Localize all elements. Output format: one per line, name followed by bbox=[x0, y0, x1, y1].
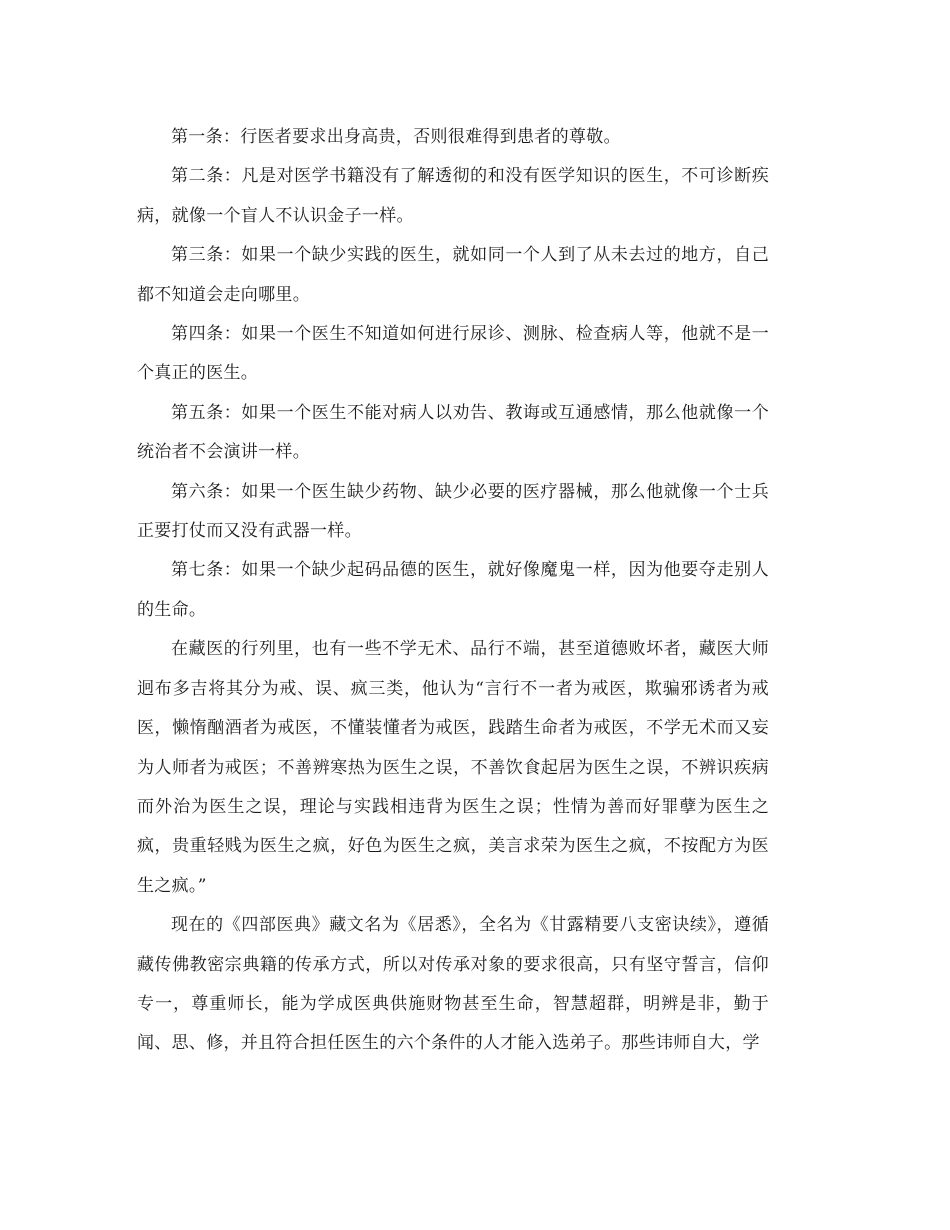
paragraph-article-1: 第一条：行医者要求出身高贵，否则很难得到患者的尊敬。 bbox=[171, 127, 621, 147]
document-page bbox=[137, 118, 769, 1064]
paragraph-article-5: 第五条：如果一个医生不能对病人以劝告、教诲或互通感情，那么他就像一个统治者不会演讲一样。 bbox=[137, 402, 769, 463]
paragraph-article-2: 第二条：凡是对医学书籍没有了解透彻的和没有医学知识的医生，不可诊断疾病，就像一个盲人不认识金子一样。 bbox=[137, 166, 769, 226]
paragraph-article-3: 第三条：如果一个缺少实践的医生，就如同一个人到了从未去过的地方，自己都不知道会走向哪里。 bbox=[137, 245, 769, 305]
paragraph-article-4: 第四条：如果一个医生不知道如何进行尿诊、测脉、检查病人等，他就不是一个真正的医生。 bbox=[137, 324, 769, 384]
paragraph-unqualified-doctors: 在藏医的行列里，也有一些不学无术、品行不端，甚至道德败坏者，藏医大师迥布多吉将其分为戒、误、疯三类，他认为“言行不一者为戒医，欺骗邪诱者为戒医，懒惰酗酒者为戒医，不懂装懂者为戒医，践踏生命者为戒医，不学无术而又妄为人师者为戒医；不善辨寒热为医生之误，不善饮食起居为医生之误，不辨识疾病而外治为医生之误，理论与实践相违背为医生之误；性情为善而好罪孽为医生之疯，贵重轻贱为医生之疯，好色为医生之疯，美言求荣为医生之疯，不按配方为医生之疯。” bbox=[137, 639, 769, 896]
paragraph-four-medical-tantras: 现在的《四部医典》藏文名为《居悉》，全名为《甘露精要八支密诀续》，遵循藏传佛教密宗典籍的传承方式，所以对传承对象的要求很高，只有坚守誓言，信仰专一，尊重师长，能为学成医典供施财物甚至生命，智慧超群，明辨是非，勤于闻、思、修，并且符合担任医生的六个条件的人才能入选弟子。那些讳师自大，学 bbox=[137, 915, 769, 1054]
paragraph-article-6: 第六条：如果一个医生缺少药物、缺少必要的医疗器械，那么他就像一个士兵正要打仗而又没有武器一样。 bbox=[137, 481, 769, 542]
paragraph-article-7: 第七条：如果一个缺少起码品德的医生，就好像魔鬼一样，因为他要夺走别人的生命。 bbox=[137, 560, 769, 620]
